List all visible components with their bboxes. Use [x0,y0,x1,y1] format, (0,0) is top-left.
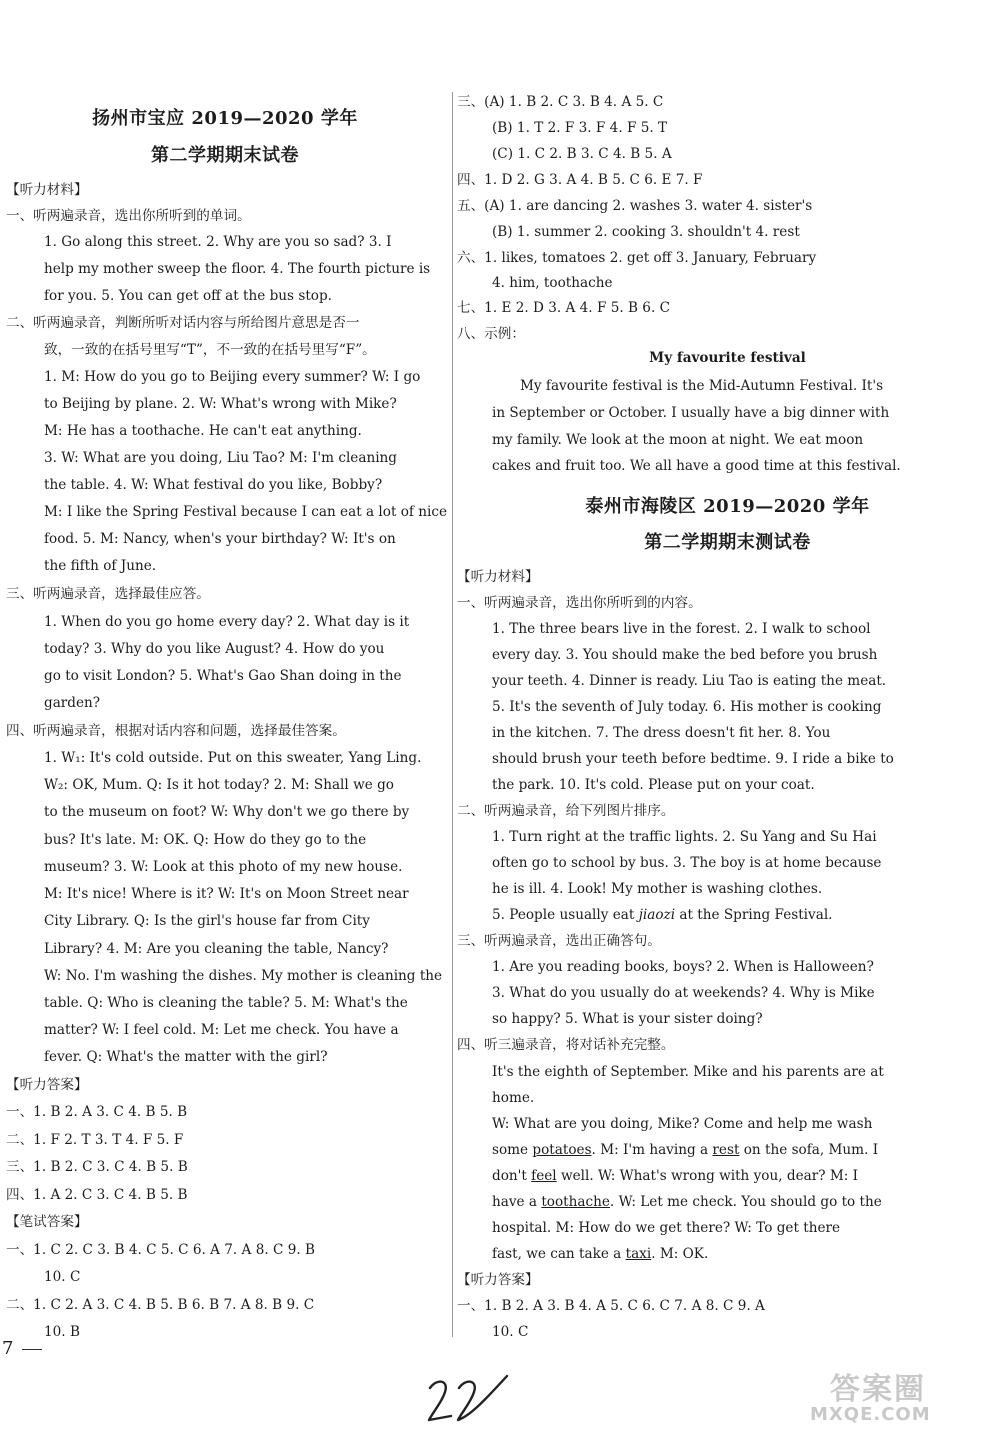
question-heading: 二、听两遍录音，给下列图片排序。 [457,803,675,819]
page-number: 7 [2,1338,14,1359]
page-number-dash [22,1349,42,1350]
essay-line: My favourite festival is the Mid-Autumn Festival. It's [520,378,884,394]
answer-line: 一、1. C 2. C 3. B 4. C 5. C 6. A 7. A 8. C 9. B [6,1242,315,1258]
text-run: . M: I'm having a [591,1142,713,1158]
text-line: so happy? 5. What is your sister doing? [492,1011,763,1027]
text-run: fast, we can take a [492,1246,626,1262]
text-run: on the sofa, Mum. I [739,1142,879,1158]
essay-line: cakes and fruit too. We all have a good time at this festival. [492,458,901,474]
text-line: the table. 4. W: What festival do you like, Bobby? [44,477,383,493]
text-line: the park. 10. It's cold. Please put on your coat. [492,777,815,793]
question-heading: 四、听三遍录音，将对话补充完整。 [457,1037,675,1053]
question-heading: 一、听两遍录音，选出你所听到的单词。 [6,208,251,224]
answer-line: 四、1. D 2. G 3. A 4. B 5. C 6. E 7. F [457,172,703,188]
answer-line: 10. C [44,1269,81,1285]
question-heading: 二、听两遍录音，判断所听对话内容与所给图片意思是否一 [6,315,360,331]
text-line: he is ill. 4. Look! My mother is washing clothes. [492,881,823,897]
text-line: Library? 4. M: Are you cleaning the table, Nancy? [44,941,389,957]
text-line: fever. Q: What's the matter with the girl? [44,1049,328,1065]
text-line: 3. W: What are you doing, Liu Tao? M: I'm cleaning [44,450,398,466]
text-line: M: It's nice! Where is it? W: It's on Moon Street near [44,886,409,902]
filled-blank: feel [531,1168,557,1184]
text-run: some [492,1142,533,1158]
text-line: every day. 3. You should make the bed before you brush [492,647,878,663]
answer-line: 一、1. B 2. A 3. B 4. A 5. C 6. C 7. A 8. C 9. A [457,1298,765,1314]
text-run: . W: Let me check. You should go to the [609,1194,882,1210]
text-run: have a [492,1194,542,1210]
text-line: to the museum on foot? W: Why don't we go there by [44,804,410,820]
text-line: today? 3. Why do you like August? 4. How do you [44,641,385,657]
exam-title-line2: 第二学期期末试卷 [151,145,299,166]
question-heading: 一、听两遍录音，选出你所听到的内容。 [457,595,702,611]
exam-title-line1: 扬州市宝应 2019—2020 学年 [92,108,358,129]
text-line: home. [492,1090,535,1106]
text-run: don't [492,1168,532,1184]
text-line: for you. 5. You can get off at the bus stop. [44,288,332,304]
section-listening-material: 【听力材料】 [457,569,539,585]
text-line: 1. When do you go home every day? 2. What day is it [44,614,410,630]
text-line: M: He has a toothache. He can't eat anything. [44,423,362,439]
watermark [810,1372,995,1427]
italic-word: jiaozi [638,907,676,923]
text-line: M: I like the Spring Festival because I can eat a lot of nice [44,504,448,520]
text-line: should brush your teeth before bedtime. 9. I ride a bike to [492,751,894,767]
text-line: 5. It's the seventh of July today. 6. His mother is cooking [492,699,882,715]
text-line: garden? [44,695,101,711]
text-line: 1. The three bears live in the forest. 2. I walk to school [492,621,871,637]
section-listening-material: 【听力材料】 [6,182,88,198]
question-heading: 三、听两遍录音，选出正确答句。 [457,933,661,949]
text-line: museum? 3. W: Look at this photo of my new house. [44,859,403,875]
answer-line: (B) 1. summer 2. cooking 3. shouldn't 4. rest [492,224,800,240]
text-run: at the Spring Festival. [675,907,833,923]
text-line: W₂: OK, Mum. Q: Is it hot today? 2. M: Shall we go [44,777,394,793]
exam-title-line2: 第二学期期末测试卷 [644,532,811,553]
answer-line: 八、示例： [457,326,525,342]
question-heading: 致，一致的在括号里写“T”，不一致的在括号里写“F”。 [44,342,376,358]
text-line: It's the eighth of September. Mike and his parents are at [492,1064,884,1080]
handwritten-22-drawing [425,1370,515,1425]
answer-line: 三、1. B 2. C 3. C 4. B 5. B [6,1159,188,1175]
column-divider [452,92,453,1337]
answer-line: 五、(A) 1. are dancing 2. washes 3. water 4. sister's [457,198,813,214]
text-run: 5. People usually eat [492,907,639,923]
answer-line: 六、1. likes, tomatoes 2. get off 3. January, February [457,250,817,266]
text-run: . M: OK. [651,1246,709,1262]
text-line: 1. M: How do you go to Beijing every summer? W: I go [44,369,421,385]
text-line: the fifth of June. [44,558,157,574]
text-line: matter? W: I feel cold. M: Let me check. You have a [44,1022,399,1038]
answer-line: (C) 1. C 2. B 3. C 4. B 5. A [492,146,672,162]
answer-line: 二、1. C 2. A 3. C 4. B 5. B 6. B 7. A 8. B 9. C [6,1297,315,1313]
text-line: often go to school by bus. 3. The boy is at home because [492,855,882,871]
section-listening-answer: 【听力答案】 [6,1077,88,1093]
text-line [492,1192,882,1212]
answer-line: 10. B [44,1324,80,1340]
question-heading: 三、听两遍录音，选择最佳应答。 [6,586,210,602]
essay-title: My favourite festival [649,350,806,366]
text-line: table. Q: Who is cleaning the table? 5. M: What's the [44,995,408,1011]
exam-title-line1: 泰州市海陵区 2019—2020 学年 [585,496,870,517]
question-heading: 四、听两遍录音，根据对话内容和问题，选择最佳答案。 [6,723,346,739]
text-line: to Beijing by plane. 2. W: What's wrong with Mike? [44,396,397,412]
text-run: well. W: What's wrong with you, dear? M: I [556,1168,859,1184]
text-line: go to visit London? 5. What's Gao Shan doing in the [44,668,402,684]
text-line: food. 5. M: Nancy, when's your birthday? W: It's on [44,531,396,547]
text-line [492,1166,858,1186]
filled-blank: taxi [625,1246,652,1262]
text-line: 1. W₁: It's cold outside. Put on this sweater, Yang Ling. [44,750,422,766]
answer-line: 二、1. F 2. T 3. T 4. F 5. F [6,1132,184,1148]
filled-blank: toothache [541,1194,610,1210]
answer-line: 三、(A) 1. B 2. C 3. B 4. A 5. C [457,94,664,110]
answer-line: 四、1. A 2. C 3. C 4. B 5. B [6,1187,188,1203]
filled-blank: potatoes [532,1142,592,1158]
text-line: W: No. I'm washing the dishes. My mother is cleaning the [44,968,443,984]
text-line [492,905,832,925]
text-line: 1. Are you reading books, boys? 2. When is Halloween? [492,959,874,975]
text-line: bus? It's late. M: OK. Q: How do they go to the [44,832,367,848]
text-line: 1. Turn right at the traffic lights. 2. Su Yang and Su Hai [492,829,877,845]
text-line: your teeth. 4. Dinner is ready. Liu Tao is eating the meat. [492,673,887,689]
text-line [492,1244,708,1264]
text-line: 1. Go along this street. 2. Why are you so sad? 3. I [44,234,392,250]
essay-line: my family. We look at the moon at night. We eat moon [492,432,864,448]
text-line: in the kitchen. 7. The dress doesn't fit her. 8. You [492,725,831,741]
answer-line: 七、1. E 2. D 3. A 4. F 5. B 6. C [457,300,670,316]
answer-line: 10. C [492,1324,529,1340]
text-line: City Library. Q: Is the girl's house far from City [44,913,370,929]
section-listening-answer: 【听力答案】 [457,1272,539,1288]
text-line: 3. What do you usually do at weekends? 4. Why is Mike [492,985,875,1001]
watermark-url: MXQE.COM [810,1404,931,1425]
section-written-answer: 【笔试答案】 [6,1214,88,1230]
handwritten-number [425,1370,515,1429]
answer-line: 一、1. B 2. A 3. C 4. B 5. B [6,1104,188,1120]
filled-blank: rest [712,1142,740,1158]
essay-line: in September or October. I usually have a big dinner with [492,405,890,421]
answer-line: (B) 1. T 2. F 3. F 4. F 5. T [492,120,668,136]
answer-line: 4. him, toothache [492,275,613,291]
text-line: help my mother sweep the floor. 4. The fourth picture is [44,261,431,277]
text-line: W: What are you doing, Mike? Come and help me wash [492,1116,873,1132]
text-line: hospital. M: How do we get there? W: To get there [492,1220,841,1236]
text-line [492,1140,878,1160]
watermark-logo-text: 答案圈 [830,1372,926,1407]
